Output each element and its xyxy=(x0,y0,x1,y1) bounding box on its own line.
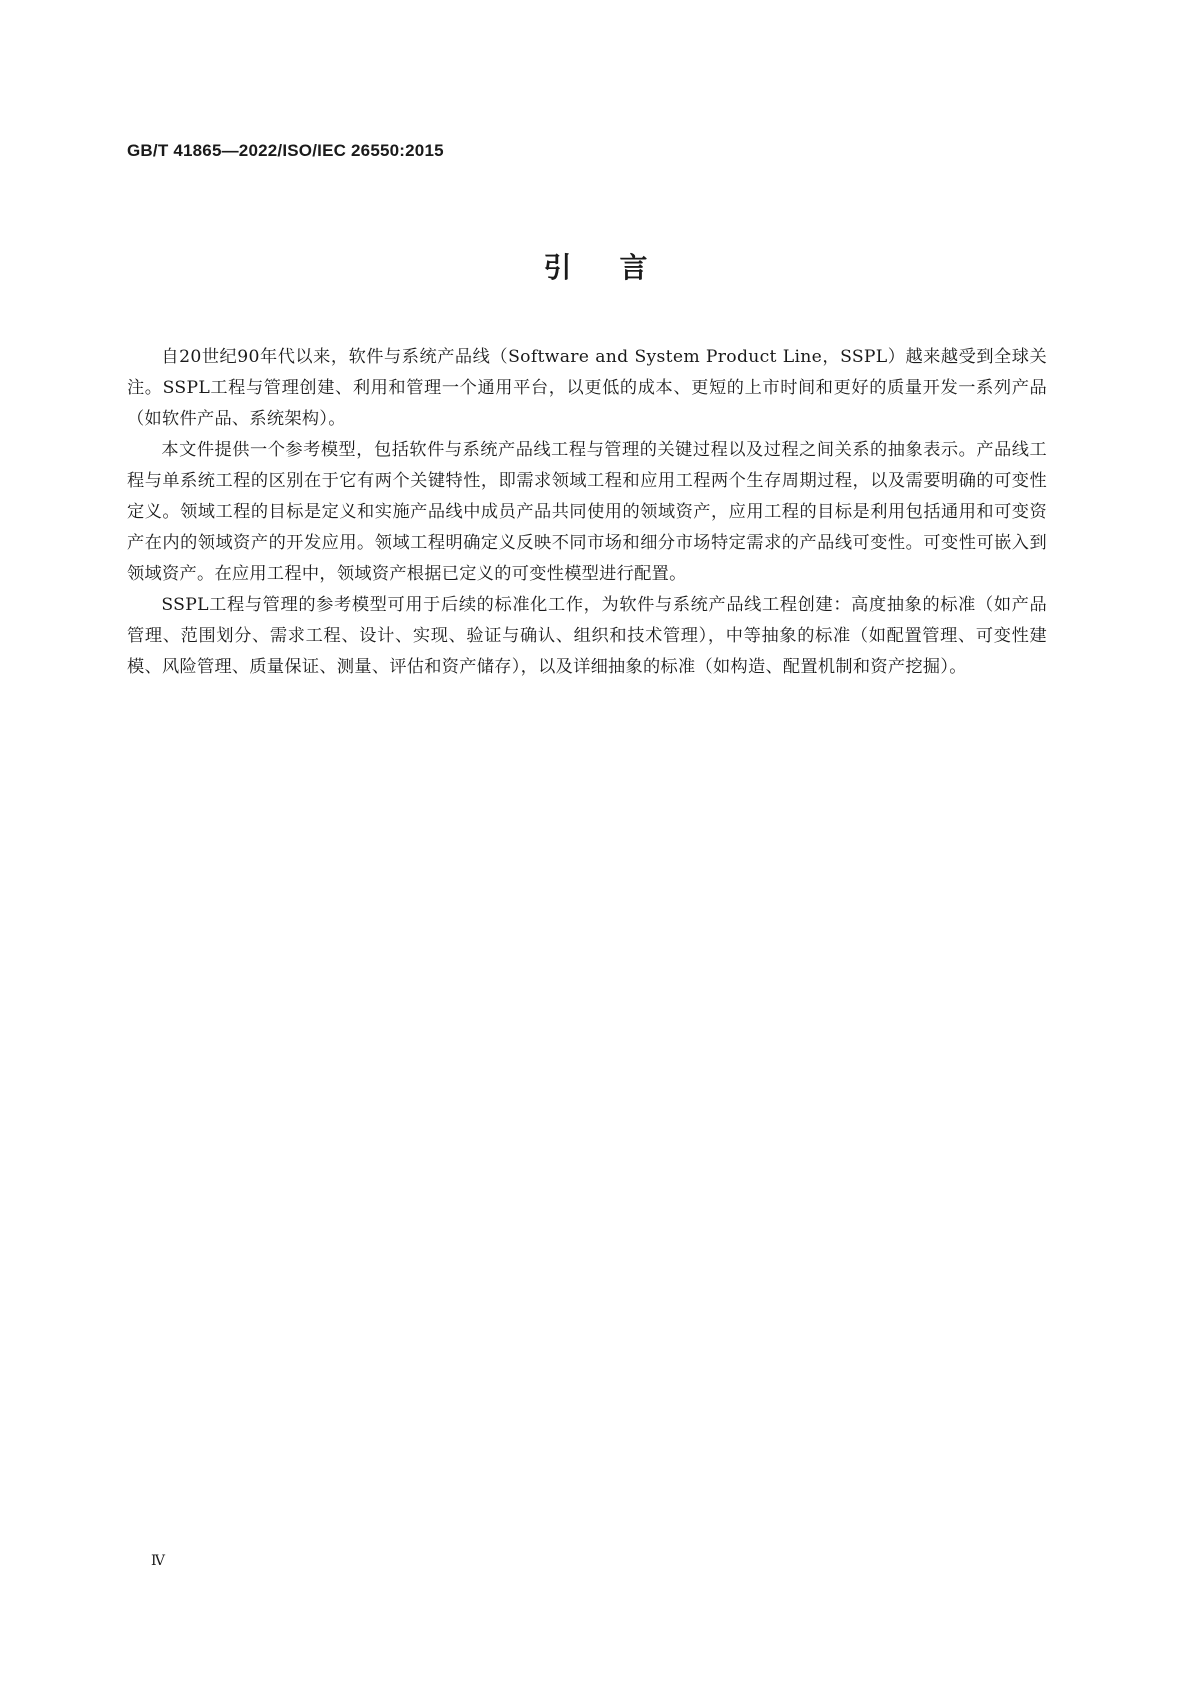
body-text xyxy=(127,342,1047,683)
paragraph-3: SSPL工程与管理的参考模型可用于后续的标准化工作，为软件与系统产品线工程创建：高度抽象的标准（如产品管理、范围划分、需求工程、设计、实现、验证与确认、组织和技术管理），中等抽象的标准（如配置管理、可变性建模、风险管理、质量保证、测量、评估和资产储存），以及详细抽象的标准（如构造、配置机制和资产挖掘）。 xyxy=(127,595,1047,677)
paragraph-1: 自20世纪90年代以来，软件与系统产品线（Software and System Product Line，SSPL）越来越受到全球关注。SSPL工程与管理创建、利用和管理一个通用平台，以更低的成本、更短的上市时间和更好的质量开发一系列产品（如软件产品、系统架构）。 xyxy=(127,347,1047,429)
page-title: 引言 xyxy=(543,251,696,284)
standard-header: GB/T 41865—2022/ISO/IEC 26550:2015 xyxy=(127,141,444,160)
paragraph-2: 本文件提供一个参考模型，包括软件与系统产品线工程与管理的关键过程以及过程之间关系的抽象表示。产品线工程与单系统工程的区别在于它有两个关键特性，即需求领域工程和应用工程两个生存周期过程，以及需要明确的可变性定义。领域工程的目标是定义和实施产品线中成员产品共同使用的领域资产，应用工程的目标是利用包括通用和可变资产在内的领域资产的开发应用。领域工程明确定义反映不同市场和细分市场特定需求的产品线可变性。可变性可嵌入到领域资产。在应用工程中，领域资产根据已定义的可变性模型进行配置。 xyxy=(127,440,1047,584)
page-number: Ⅳ xyxy=(151,1553,164,1569)
